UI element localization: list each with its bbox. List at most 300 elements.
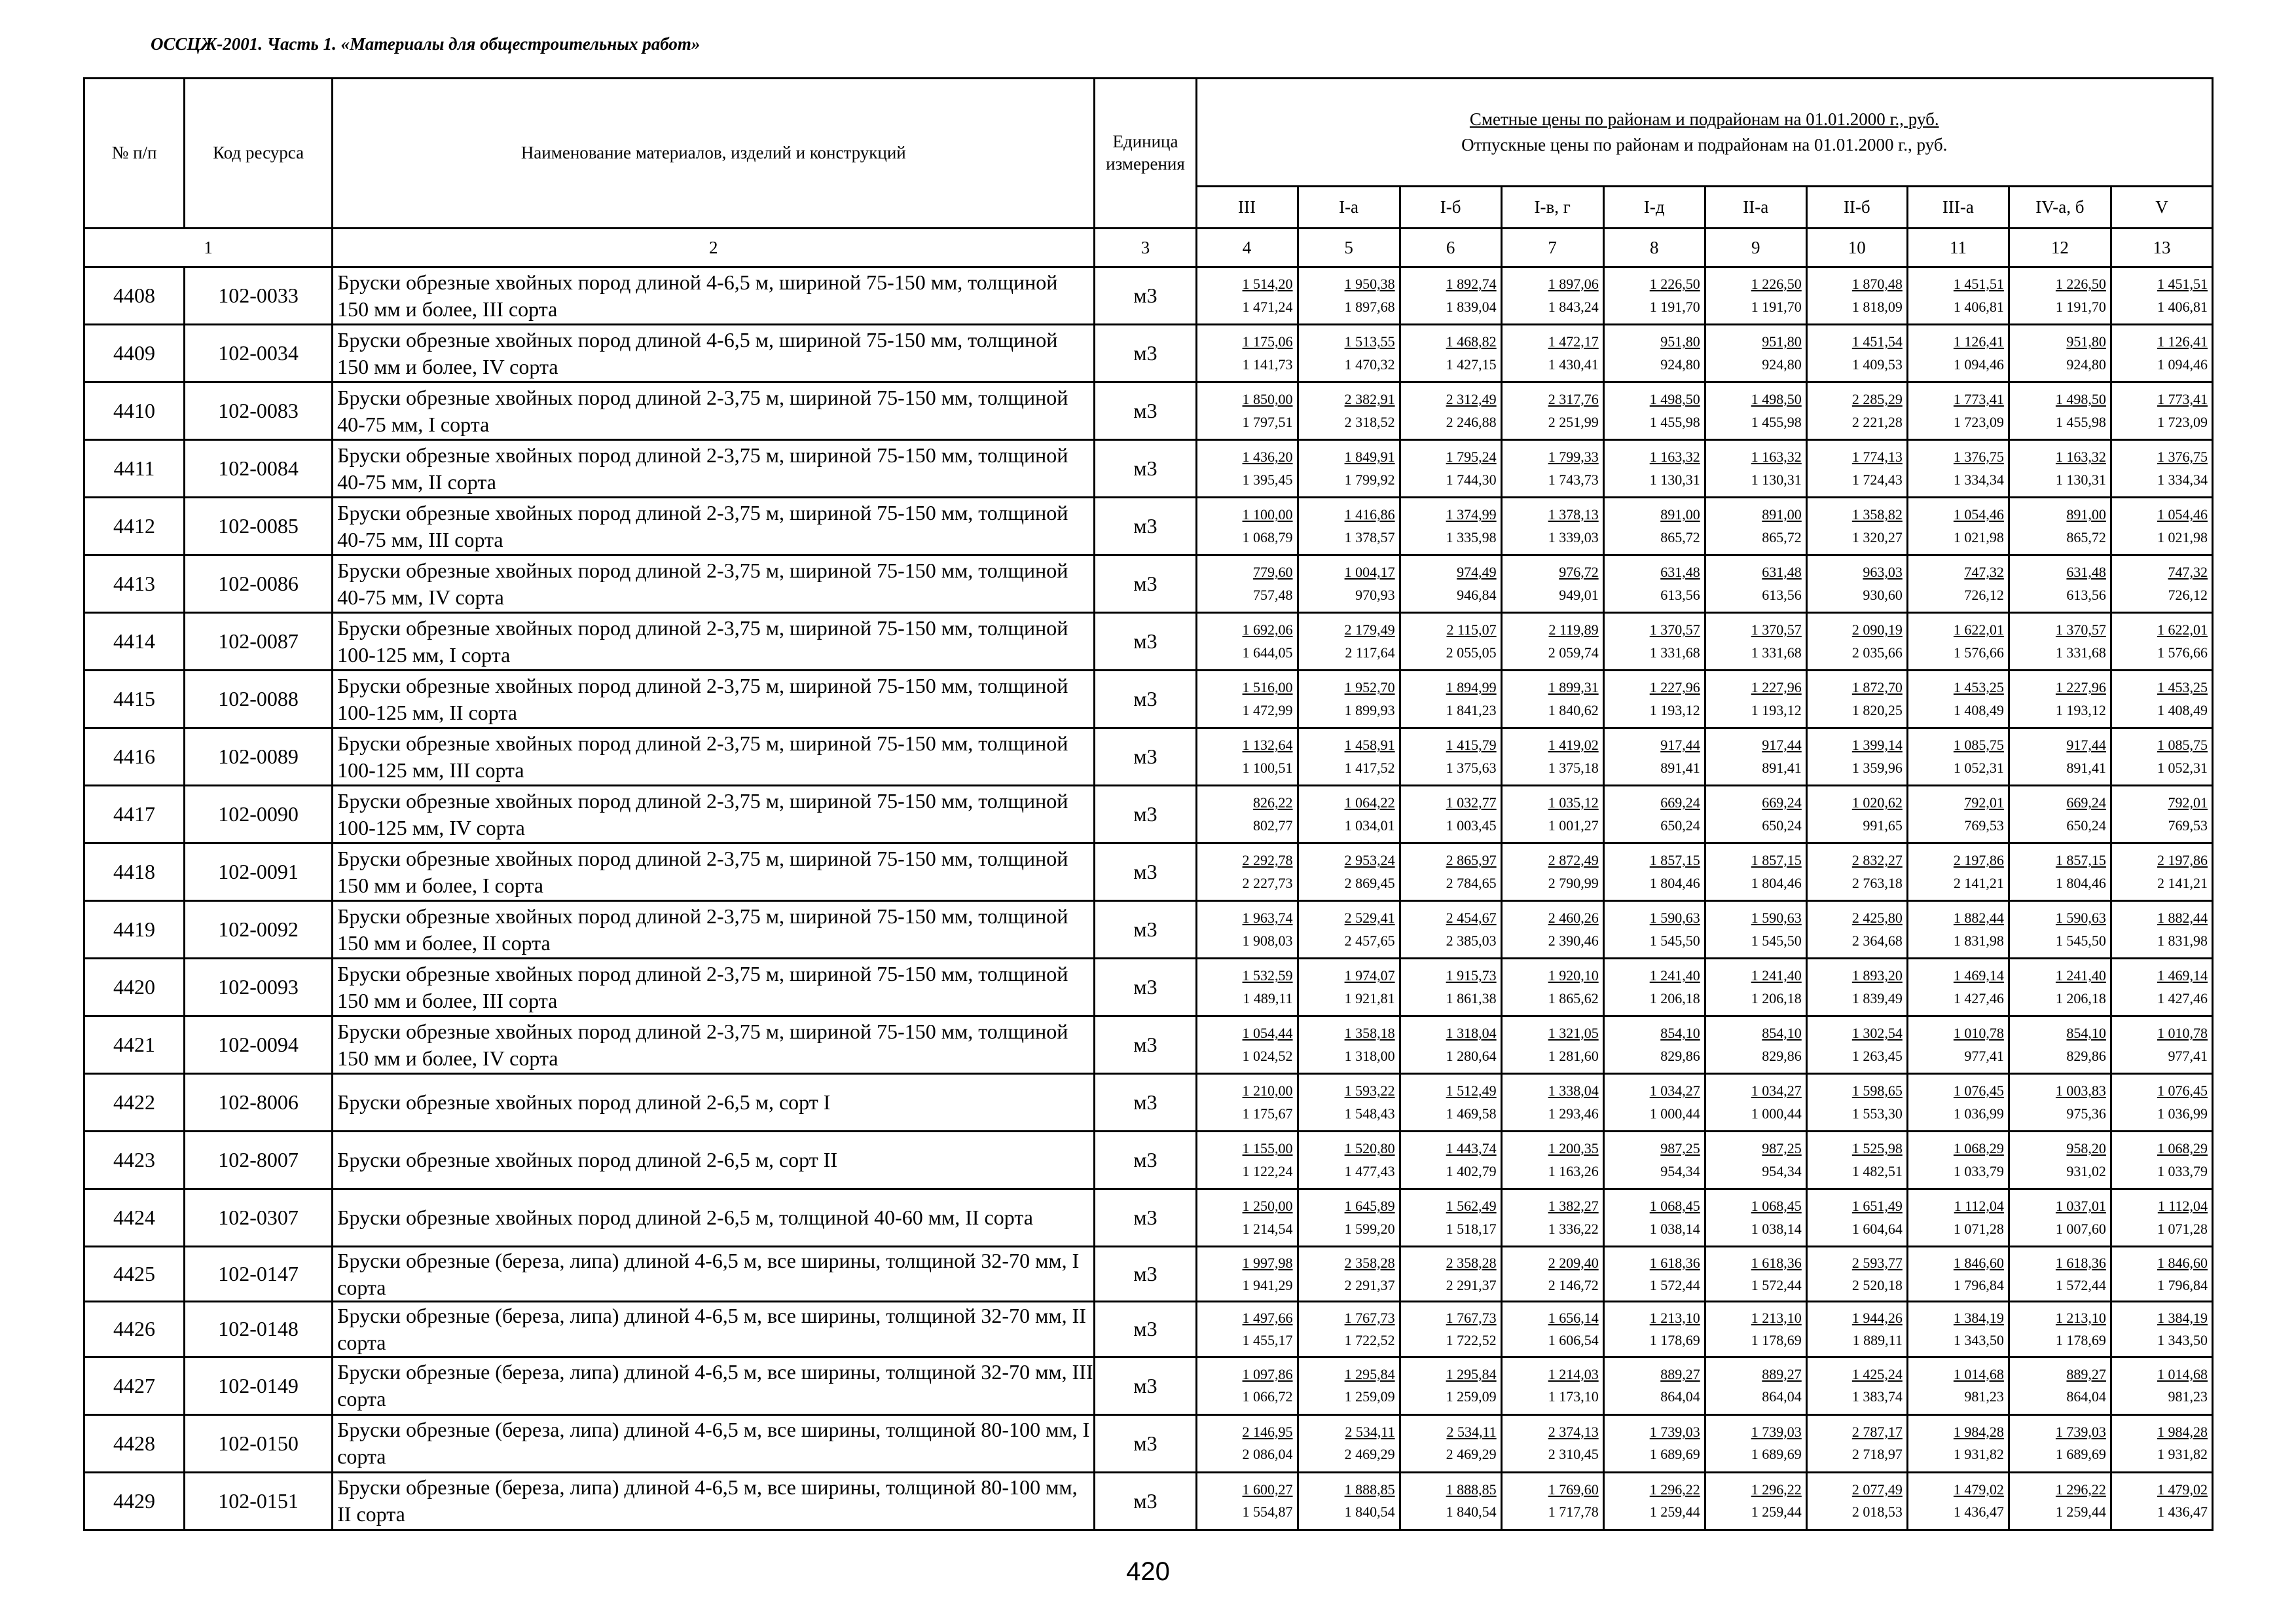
price-cell	[1298, 1357, 1400, 1414]
release-price: 1 339,03	[1548, 528, 1599, 545]
material-name: Бруски обрезные хвойных пород длиной 4-6,5 м, шириной 75-150 мм, толщиной 150 мм и более, III сорта	[333, 267, 1095, 325]
price-cell	[1400, 1132, 1501, 1189]
resource-code: 102-0150	[185, 1414, 333, 1472]
release-price: 757,48	[1253, 586, 1293, 603]
price-cell	[2009, 267, 2111, 325]
release-price: 769,53	[1964, 817, 2004, 834]
release-price: 2 310,45	[1548, 1446, 1599, 1462]
estimate-price: 2 454,67	[1446, 910, 1497, 927]
price-cell	[1400, 555, 1501, 613]
release-price: 1 331,68	[2055, 644, 2106, 661]
estimate-price: 631,48	[2066, 564, 2106, 581]
estimate-price: 1 112,04	[2157, 1198, 2208, 1215]
release-price: 1 406,81	[2157, 298, 2208, 315]
price-table-body	[84, 267, 2213, 1530]
price-cell	[1400, 901, 1501, 959]
table-row	[84, 325, 2213, 382]
estimate-price: 2 953,24	[1344, 852, 1395, 869]
estimate-price: 1 241,40	[2055, 967, 2106, 984]
estimate-price: 2 425,80	[1851, 910, 1903, 927]
price-cell	[2111, 1016, 2212, 1074]
release-price: 1 001,27	[1548, 817, 1599, 834]
estimate-price: 1 295,84	[1344, 1365, 1395, 1382]
estimate-price: 917,44	[1660, 737, 1700, 754]
release-price: 650,24	[2066, 817, 2106, 834]
table-row	[84, 555, 2213, 613]
row-number: 4419	[84, 901, 185, 959]
col-header-code: Код ресурса	[185, 79, 333, 229]
price-cell	[1501, 555, 1603, 613]
table-row	[84, 1357, 2213, 1414]
estimate-price: 826,22	[1253, 794, 1293, 811]
price-cell	[1196, 267, 1298, 325]
table-row	[84, 1016, 2213, 1074]
price-cell	[1705, 1302, 1806, 1357]
release-price: 1 402,79	[1446, 1162, 1497, 1179]
release-price: 1 003,45	[1446, 817, 1497, 834]
table-row	[84, 498, 2213, 555]
estimate-price: 1 458,91	[1344, 737, 1395, 754]
estimate-price: 1 950,38	[1344, 276, 1395, 293]
price-cell	[1400, 267, 1501, 325]
price-cell	[1196, 1302, 1298, 1357]
price-cell	[1907, 267, 2009, 325]
price-cell	[2009, 959, 2111, 1016]
price-cell	[1907, 1074, 2009, 1132]
price-cell	[1196, 1414, 1298, 1472]
price-cell	[2111, 1247, 2212, 1302]
price-cell	[1298, 671, 1400, 728]
estimate-price: 1 651,49	[1851, 1198, 1903, 1215]
estimate-price: 1 020,62	[1851, 794, 1903, 811]
estimate-price: 891,00	[2066, 506, 2106, 523]
material-name: Бруски обрезные хвойных пород длиной 2-3,75 м, шириной 75-150 мм, толщиной 40-75 мм, IV сорта	[333, 555, 1095, 613]
release-price: 1 383,74	[1851, 1388, 1903, 1405]
estimate-price: 2 593,77	[1851, 1254, 1903, 1271]
table-row	[84, 1302, 2213, 1357]
release-price: 2 784,65	[1446, 874, 1497, 891]
price-cell	[1501, 671, 1603, 728]
unit: м3	[1095, 1016, 1196, 1074]
release-price: 1 163,26	[1548, 1162, 1599, 1179]
estimate-price: 917,44	[1762, 737, 1802, 754]
material-name: Бруски обрезные хвойных пород длиной 2-3,75 м, шириной 75-150 мм, толщиной 150 мм и более, II сорта	[333, 901, 1095, 959]
price-cell	[1907, 1247, 2009, 1302]
release-price: 1 436,47	[1953, 1504, 2004, 1520]
price-cell	[1705, 1357, 1806, 1414]
price-cell	[1705, 613, 1806, 671]
price-cell	[1501, 382, 1603, 440]
row-number: 4425	[84, 1247, 185, 1302]
estimate-price: 1 227,96	[2055, 679, 2106, 696]
price-cell	[2009, 901, 2111, 959]
release-price: 1 599,20	[1344, 1220, 1395, 1237]
price-cell	[2009, 728, 2111, 786]
release-price: 1 343,50	[2157, 1331, 2208, 1348]
release-price: 2 291,37	[1344, 1276, 1395, 1293]
price-cell	[1603, 1247, 1705, 1302]
price-cell	[1501, 1357, 1603, 1414]
release-price: 769,53	[2168, 817, 2208, 834]
estimate-price: 1 944,26	[1851, 1309, 1903, 1326]
estimate-price: 2 832,27	[1851, 852, 1903, 869]
unit: м3	[1095, 959, 1196, 1016]
release-price: 864,04	[1660, 1388, 1700, 1405]
estimate-price: 1 068,29	[2157, 1140, 2208, 1157]
release-price: 1 804,46	[1751, 874, 1802, 891]
row-number: 4412	[84, 498, 185, 555]
estimate-price: 631,48	[1660, 564, 1700, 581]
estimate-price: 1 773,41	[1953, 391, 2004, 408]
release-price: 1 036,99	[1953, 1105, 2004, 1122]
release-price: 1 375,18	[1548, 759, 1599, 776]
unit: м3	[1095, 440, 1196, 498]
release-price: 1 320,27	[1851, 528, 1903, 545]
estimate-price: 1 498,50	[2055, 391, 2106, 408]
release-price: 1 820,25	[1851, 701, 1903, 718]
release-price: 1 281,60	[1548, 1047, 1599, 1064]
release-price: 2 086,04	[1242, 1446, 1293, 1462]
release-price: 924,80	[1660, 356, 1700, 373]
column-number: 10	[1806, 229, 1907, 267]
release-price: 1 293,46	[1548, 1105, 1599, 1122]
release-price: 1 572,44	[1649, 1276, 1700, 1293]
price-cell	[1603, 786, 1705, 843]
price-cell	[1603, 901, 1705, 959]
estimate-price: 1 920,10	[1548, 967, 1599, 984]
release-price: 1 191,70	[1751, 298, 1802, 315]
estimate-price: 669,24	[1660, 794, 1700, 811]
estimate-price: 1 010,78	[2157, 1025, 2208, 1042]
price-cell	[1806, 1189, 1907, 1247]
material-name: Бруски обрезные хвойных пород длиной 2-3,75 м, шириной 75-150 мм, толщиной 100-125 мм, IV сорта	[333, 786, 1095, 843]
material-name: Бруски обрезные (береза, липа) длиной 4-6,5 м, все ширины, толщиной 32-70 мм, II сорта	[333, 1302, 1095, 1357]
estimate-price: 1 054,46	[2157, 506, 2208, 523]
estimate-price: 2 312,49	[1446, 391, 1497, 408]
estimate-price: 1 076,45	[2157, 1082, 2208, 1099]
price-cell	[1501, 440, 1603, 498]
release-price: 1 804,46	[1649, 874, 1700, 891]
price-cell	[1298, 1472, 1400, 1530]
estimate-price: 2 179,49	[1344, 621, 1395, 638]
unit: м3	[1095, 555, 1196, 613]
col-header-name: Наименование материалов, изделий и конструкций	[333, 79, 1095, 229]
price-cell	[2111, 325, 2212, 382]
release-price: 1 689,69	[2055, 1446, 2106, 1462]
release-price: 2 221,28	[1851, 413, 1903, 430]
resource-code: 102-0085	[185, 498, 333, 555]
release-price: 864,04	[2066, 1388, 2106, 1405]
estimate-price: 747,32	[1964, 564, 2004, 581]
release-price: 1 206,18	[1649, 989, 1700, 1006]
release-price: 1 724,43	[1851, 471, 1903, 488]
release-price: 2 117,64	[1345, 644, 1395, 661]
material-name: Бруски обрезные (береза, липа) длиной 4-6,5 м, все ширины, толщиной 80-100 мм, II сорта	[333, 1472, 1095, 1530]
price-cell	[1603, 1302, 1705, 1357]
row-number: 4429	[84, 1472, 185, 1530]
estimate-price: 1 997,98	[1242, 1254, 1293, 1271]
release-price: 802,77	[1253, 817, 1293, 834]
estimate-price: 854,10	[1762, 1025, 1802, 1042]
price-cell	[1907, 1357, 2009, 1414]
col-header-prices	[1196, 79, 2213, 187]
table-row	[84, 613, 2213, 671]
price-cell	[1705, 786, 1806, 843]
estimate-price: 2 285,29	[1851, 391, 1903, 408]
release-price: 1 897,68	[1344, 298, 1395, 315]
price-cell	[1400, 1472, 1501, 1530]
price-cell	[1806, 786, 1907, 843]
estimate-price: 963,03	[1863, 564, 1903, 581]
estimate-price: 891,00	[1762, 506, 1802, 523]
release-price: 1 797,51	[1242, 413, 1293, 430]
release-price: 1 576,66	[1953, 644, 2004, 661]
release-price: 891,41	[2066, 759, 2106, 776]
release-price: 1 889,11	[1852, 1331, 1903, 1348]
release-price: 1 173,10	[1548, 1388, 1599, 1405]
price-cell	[1501, 1132, 1603, 1189]
release-price: 1 036,99	[2157, 1105, 2208, 1122]
release-price: 931,02	[2066, 1162, 2106, 1179]
release-price: 1 066,72	[1242, 1388, 1293, 1405]
resource-code: 102-8007	[185, 1132, 333, 1189]
price-cell	[1806, 843, 1907, 901]
release-price: 975,36	[2066, 1105, 2106, 1122]
estimate-price: 951,80	[1660, 333, 1700, 350]
price-cell	[1705, 1472, 1806, 1530]
price-cell	[1196, 1247, 1298, 1302]
table-row	[84, 843, 2213, 901]
price-cell	[2009, 1016, 2111, 1074]
release-price: 1 604,64	[1851, 1220, 1903, 1237]
estimate-price: 1 739,03	[1649, 1423, 1700, 1440]
release-price: 970,93	[1355, 586, 1395, 603]
price-table	[83, 77, 2214, 1531]
price-cell	[1196, 1074, 1298, 1132]
column-number: 4	[1196, 229, 1298, 267]
price-cell	[1196, 325, 1298, 382]
release-price: 1 406,81	[1953, 298, 2004, 315]
material-name: Бруски обрезные хвойных пород длиной 2-3,75 м, шириной 75-150 мм, толщиной 40-75 мм, I сорта	[333, 382, 1095, 440]
price-cell	[1298, 901, 1400, 959]
estimate-price: 1 849,91	[1344, 449, 1395, 466]
release-price: 1 489,11	[1243, 989, 1293, 1006]
release-price: 2 520,18	[1851, 1276, 1903, 1293]
row-number: 4424	[84, 1189, 185, 1247]
prices-estimate-title: Сметные цены по районам и подрайонам на 01.01.2000 г., руб.	[1469, 109, 1939, 129]
estimate-price: 1 645,89	[1344, 1198, 1395, 1215]
release-price: 864,04	[1762, 1388, 1802, 1405]
release-price: 2 146,72	[1548, 1276, 1599, 1293]
estimate-price: 1 870,48	[1851, 276, 1903, 293]
price-cell	[1298, 959, 1400, 1016]
release-price: 2 390,46	[1548, 932, 1599, 949]
release-price: 1 141,73	[1242, 356, 1293, 373]
price-cell	[1603, 1472, 1705, 1530]
price-cell	[2009, 786, 2111, 843]
estimate-price: 889,27	[2066, 1365, 2106, 1382]
price-cell	[1196, 1016, 1298, 1074]
estimate-price: 1 974,07	[1344, 967, 1395, 984]
region-header: I-а	[1298, 187, 1400, 229]
estimate-price: 1 296,22	[1649, 1481, 1700, 1498]
release-price: 1 343,50	[1953, 1331, 2004, 1348]
release-price: 1 804,46	[2055, 874, 2106, 891]
release-price: 1 430,41	[1548, 356, 1599, 373]
estimate-price: 1 163,32	[1751, 449, 1802, 466]
estimate-price: 1 622,01	[2157, 621, 2208, 638]
price-cell	[1501, 1074, 1603, 1132]
unit: м3	[1095, 843, 1196, 901]
release-price: 981,23	[2168, 1388, 2208, 1405]
release-price: 1 021,98	[2157, 528, 2208, 545]
column-number: 2	[333, 229, 1095, 267]
release-price: 1 071,28	[2157, 1220, 2208, 1237]
region-header: I-в, г	[1501, 187, 1603, 229]
estimate-price: 1 894,99	[1446, 679, 1497, 696]
price-cell	[1400, 440, 1501, 498]
region-header: IV-а, б	[2009, 187, 2111, 229]
release-price: 1 472,99	[1242, 701, 1293, 718]
column-number: 13	[2111, 229, 2212, 267]
resource-code: 102-0307	[185, 1189, 333, 1247]
resource-code: 102-0084	[185, 440, 333, 498]
price-cell	[1907, 1414, 2009, 1472]
row-number: 4416	[84, 728, 185, 786]
release-price: 1 723,09	[1953, 413, 2004, 430]
release-price: 2 469,29	[1446, 1446, 1497, 1462]
estimate-price: 1 382,27	[1548, 1198, 1599, 1215]
resource-code: 102-0147	[185, 1247, 333, 1302]
estimate-price: 2 374,13	[1548, 1423, 1599, 1440]
estimate-price: 1 443,74	[1446, 1140, 1497, 1157]
estimate-price: 1 892,74	[1446, 276, 1497, 293]
estimate-price: 1 451,51	[1953, 276, 2004, 293]
price-cell	[1298, 555, 1400, 613]
price-cell	[1400, 959, 1501, 1016]
estimate-price: 1 210,00	[1242, 1082, 1293, 1099]
release-price: 1 831,98	[2157, 932, 2208, 949]
estimate-price: 1 213,10	[1751, 1309, 1802, 1326]
material-name: Бруски обрезные хвойных пород длиной 4-6,5 м, шириной 75-150 мм, толщиной 150 мм и более, IV сорта	[333, 325, 1095, 382]
release-price: 1 436,47	[2157, 1504, 2208, 1520]
price-cell	[2111, 267, 2212, 325]
release-price: 924,80	[1762, 356, 1802, 373]
material-name: Бруски обрезные хвойных пород длиной 2-3,75 м, шириной 75-150 мм, толщиной 100-125 мм, I сорта	[333, 613, 1095, 671]
estimate-price: 1 915,73	[1446, 967, 1497, 984]
estimate-price: 951,80	[1762, 333, 1802, 350]
estimate-price: 1 384,19	[2157, 1309, 2208, 1326]
release-price: 1 259,44	[1649, 1504, 1700, 1520]
price-cell	[1501, 901, 1603, 959]
price-cell	[1298, 1414, 1400, 1472]
estimate-price: 631,48	[1762, 564, 1802, 581]
release-price: 954,34	[1762, 1162, 1802, 1179]
release-price: 2 318,52	[1344, 413, 1395, 430]
estimate-price: 1 163,32	[2055, 449, 2106, 466]
release-price: 2 055,05	[1446, 644, 1497, 661]
estimate-price: 1 857,15	[1649, 852, 1700, 869]
material-name: Бруски обрезные хвойных пород длиной 2-6,5 м, сорт II	[333, 1132, 1095, 1189]
estimate-price: 1 453,25	[1953, 679, 2004, 696]
price-cell	[1806, 1247, 1907, 1302]
estimate-price: 1 068,45	[1649, 1198, 1700, 1215]
estimate-price: 1 416,86	[1344, 506, 1395, 523]
price-cell	[1705, 382, 1806, 440]
price-cell	[2111, 1132, 2212, 1189]
table-row	[84, 382, 2213, 440]
price-cell	[1603, 267, 1705, 325]
price-cell	[1705, 959, 1806, 1016]
column-number: 9	[1705, 229, 1806, 267]
price-cell	[1400, 728, 1501, 786]
column-number: 7	[1501, 229, 1603, 267]
resource-code: 102-0090	[185, 786, 333, 843]
release-price: 829,86	[1762, 1047, 1802, 1064]
material-name: Бруски обрезные хвойных пород длиной 2-3,75 м, шириной 75-150 мм, толщиной 150 мм и более, I сорта	[333, 843, 1095, 901]
release-price: 1 840,54	[1344, 1504, 1395, 1520]
table-row	[84, 440, 2213, 498]
price-cell	[1705, 1132, 1806, 1189]
release-price: 1 843,24	[1548, 298, 1599, 315]
release-price: 1 831,98	[1953, 932, 2004, 949]
price-cell	[1298, 613, 1400, 671]
price-cell	[1907, 901, 2009, 959]
estimate-price: 1 618,36	[2055, 1254, 2106, 1271]
price-cell	[1907, 613, 2009, 671]
estimate-price: 1 376,75	[2157, 449, 2208, 466]
release-price: 1 606,54	[1548, 1331, 1599, 1348]
price-cell	[1705, 1189, 1806, 1247]
price-cell	[1806, 1016, 1907, 1074]
release-price: 1 408,49	[2157, 701, 2208, 718]
release-price: 1 427,46	[2157, 989, 2208, 1006]
row-number: 4426	[84, 1302, 185, 1357]
estimate-price: 2 119,89	[1548, 621, 1599, 638]
material-name: Бруски обрезные хвойных пород длиной 2-6,5 м, толщиной 40-60 мм, II сорта	[333, 1189, 1095, 1247]
estimate-price: 2 534,11	[1446, 1423, 1497, 1440]
price-cell	[1501, 728, 1603, 786]
price-cell	[2111, 671, 2212, 728]
release-price: 1 378,57	[1344, 528, 1395, 545]
material-name: Бруски обрезные хвойных пород длиной 2-3,75 м, шириной 75-150 мм, толщиной 100-125 мм, II сорта	[333, 671, 1095, 728]
price-cell	[2111, 1189, 2212, 1247]
estimate-price: 2 358,28	[1446, 1254, 1497, 1271]
estimate-price: 1 739,03	[1751, 1423, 1802, 1440]
release-price: 954,34	[1660, 1162, 1700, 1179]
region-header: III-а	[1907, 187, 2009, 229]
estimate-price: 1 479,02	[2157, 1481, 2208, 1498]
unit: м3	[1095, 671, 1196, 728]
release-price: 2 457,65	[1344, 932, 1395, 949]
estimate-price: 1 469,14	[1953, 967, 2004, 984]
price-cell	[2111, 382, 2212, 440]
estimate-price: 891,00	[1660, 506, 1700, 523]
release-price: 1 743,73	[1548, 471, 1599, 488]
estimate-price: 987,25	[1660, 1140, 1700, 1157]
price-cell	[1196, 382, 1298, 440]
estimate-price: 1 370,57	[2055, 621, 2106, 638]
price-cell	[1298, 1189, 1400, 1247]
column-number: 8	[1603, 229, 1705, 267]
table-row	[84, 1247, 2213, 1302]
price-cell	[1501, 1016, 1603, 1074]
release-price: 930,60	[1863, 586, 1903, 603]
release-price: 2 790,99	[1548, 874, 1599, 891]
release-price: 1 689,69	[1649, 1446, 1700, 1462]
resource-code: 102-8006	[185, 1074, 333, 1132]
price-cell	[2009, 1357, 2111, 1414]
